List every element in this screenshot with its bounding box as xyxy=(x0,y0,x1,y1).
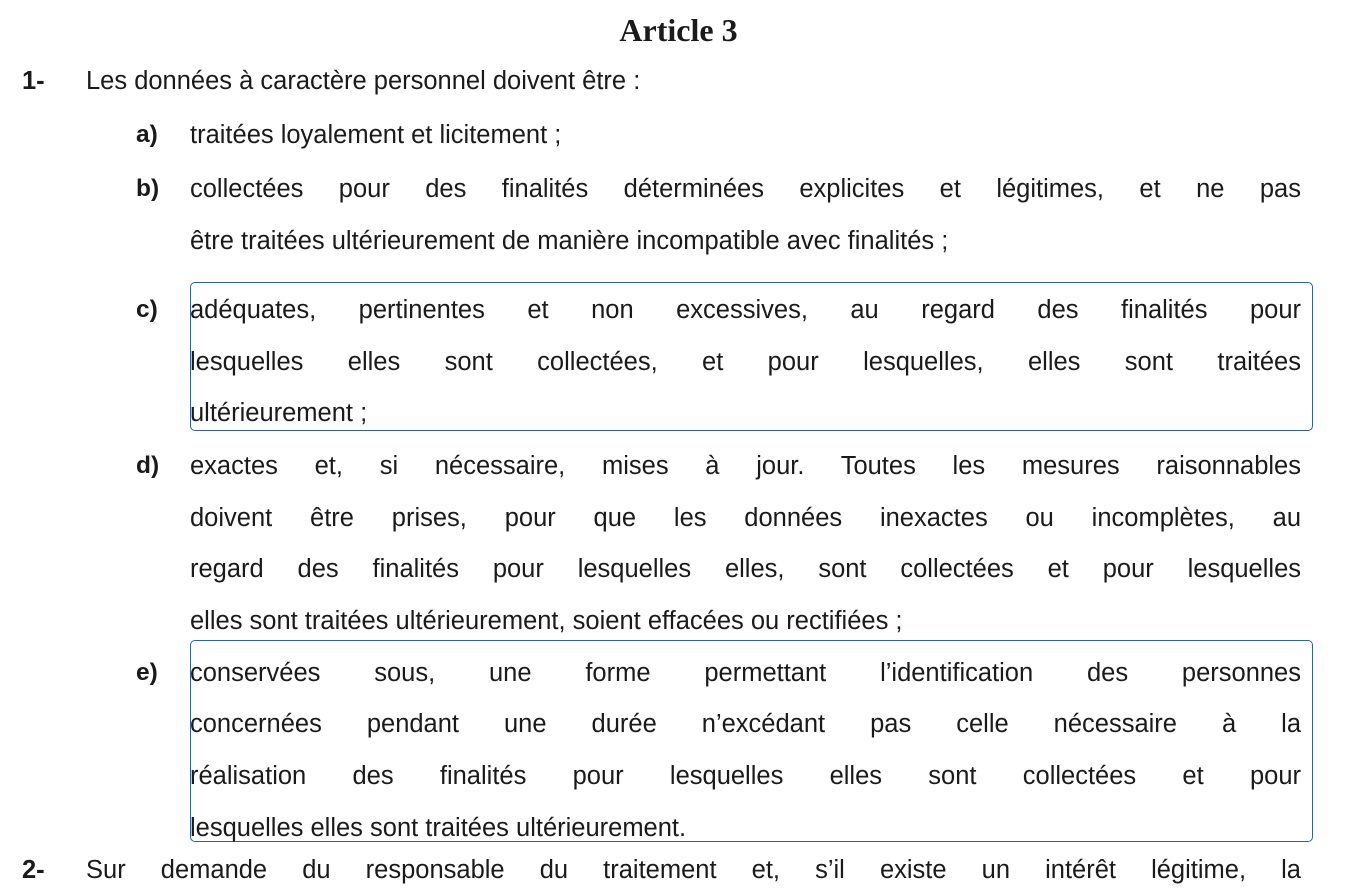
item-e-line-1: conservées sous, une forme permettant l’identification des personnes xyxy=(190,659,1301,687)
item-d-line-2: doivent être prises, pour que les données inexactes ou incomplètes, au xyxy=(190,504,1301,532)
paragraph-2-number: 2- xyxy=(22,856,45,884)
item-d-line-4: elles sont traitées ultérieurement, soient effacées ou rectifiées ; xyxy=(190,607,903,635)
item-e-line-4: lesquelles elles sont traitées ultérieurement. xyxy=(190,814,687,842)
item-c-letter: c) xyxy=(136,296,158,323)
item-e-letter: e) xyxy=(136,659,158,686)
item-e-line-2: concernées pendant une durée n’excédant pas celle nécessaire à la xyxy=(190,710,1301,738)
item-a-line-1: traitées loyalement et licitement ; xyxy=(190,121,562,149)
item-b-line-2: être traitées ultérieurement de manière incompatible avec finalités ; xyxy=(190,227,949,255)
paragraph-1-number: 1- xyxy=(22,67,45,95)
article-title: Article 3 xyxy=(619,12,738,48)
item-d-line-3: regard des finalités pour lesquelles elles, sont collectées et pour lesquelles xyxy=(190,555,1301,583)
item-d-letter: d) xyxy=(136,452,160,479)
paragraph-1-intro: Les données à caractère personnel doivent être : xyxy=(86,67,641,95)
item-b-letter: b) xyxy=(136,175,160,202)
item-c-line-1: adéquates, pertinentes et non excessives, au regard des finalités pour xyxy=(190,296,1301,324)
item-c-line-2: lesquelles elles sont collectées, et pour lesquelles, elles sont traitées xyxy=(190,348,1301,376)
paragraph-2-line-1: Sur demande du responsable du traitement et, s’il existe un intérêt légitime, la xyxy=(86,856,1301,884)
item-d-line-1: exactes et, si nécessaire, mises à jour. Toutes les mesures raisonnables xyxy=(190,452,1301,480)
item-c-line-3: ultérieurement ; xyxy=(190,399,368,427)
item-a-letter: a) xyxy=(136,121,158,148)
item-b-line-1: collectées pour des finalités déterminées explicites et légitimes, et ne pas xyxy=(190,175,1301,203)
item-e-line-3: réalisation des finalités pour lesquelles elles sont collectées et pour xyxy=(190,762,1301,790)
